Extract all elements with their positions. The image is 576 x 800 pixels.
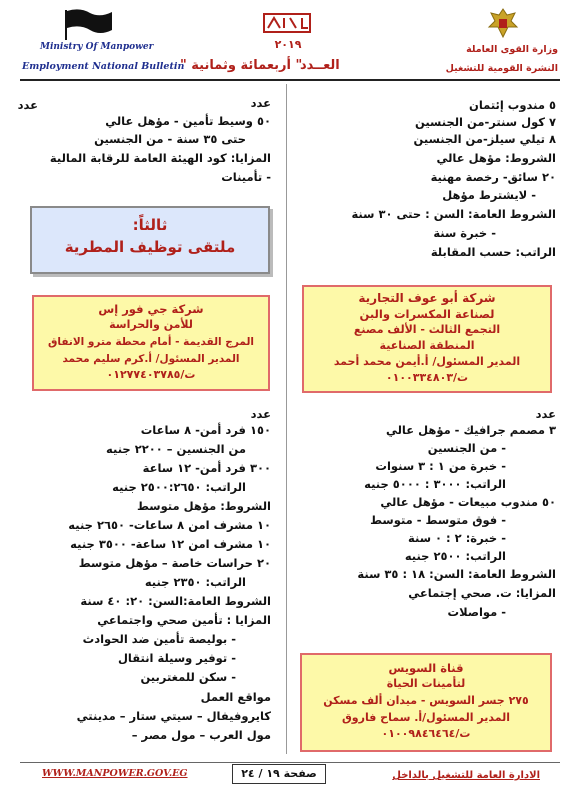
g4s-name: شركة جي فور إس <box>98 302 204 316</box>
section-title: ثالثاً: <box>132 216 168 234</box>
left-job2-line-15: مواقع العمل <box>200 690 271 704</box>
right-experience: - خبرة سنة <box>433 226 496 240</box>
left-job2-line-3: ٣٠٠ فرد أمن- ١٢ ساعة <box>142 461 271 475</box>
g4s-address: المرج القديمة - أمام محطة مترو الانفاق <box>48 336 254 348</box>
canal-manager: المدير المسئول/أ. سماح فاروق <box>341 711 511 724</box>
left-job2-line-4: الراتب: ٢٥٠٠:٢٦٥٠ جنيه <box>112 480 246 494</box>
right-count-header: عدد <box>17 98 38 112</box>
ministry-ar: وزارة القوى العاملة <box>466 44 558 55</box>
company-box-abou-auf <box>302 285 552 393</box>
g4s-phone: ت/٠١٢٧٧٤٠٣٧٨٥ <box>106 368 196 381</box>
right-job2-line-4: الراتب: ٣٠٠٠ : ٥٠٠٠ جنيه <box>364 477 506 491</box>
section-subtitle: ملتقى توظيف المطرية <box>64 238 236 256</box>
right-driver: ٢٠ سائق- رخصة مهنية <box>430 170 556 184</box>
left-job2-line-5: الشروط: مؤهل متوسط <box>136 499 271 513</box>
bulletin-ar: النشرة القومية للتشغيل <box>445 63 558 74</box>
left-job-2: حتى ٣٥ سنة - من الجنسين <box>94 132 246 146</box>
company-address-1: التجمع الثالث - الألف مصنع <box>353 323 501 336</box>
left-job2-line-17: مول العرب – مول مصر – <box>131 728 271 742</box>
bulletin-logo <box>262 10 312 36</box>
left-job2-line-8: ٢٠ حراسات خاصة – مؤهل متوسط <box>78 556 271 570</box>
issue-value: " أربعمائة وثمانية " <box>180 58 303 73</box>
right-salary: الراتب: حسب المقابلة <box>430 245 556 259</box>
right-general: الشروط العامة: السن : حتى ٣٠ سنة <box>351 207 556 221</box>
company-name: شركة أبو عوف التجارية <box>358 291 496 305</box>
company-address-2: المنطقة الصناعية <box>379 339 475 352</box>
right-job2-line-1: ٣ مصمم جرافيك - مؤهل عالي <box>385 423 556 437</box>
right-count-header-2: عدد <box>535 407 556 421</box>
right-conditions: الشروط: مؤهل عالي <box>436 151 556 165</box>
right-job2-line-3: - خبرة من ١ : ٣ سنوات <box>375 459 506 473</box>
company-box-g4s <box>32 295 270 391</box>
page-number: صفحة ١٩ / ٢٤ <box>232 764 326 784</box>
left-count-header-2: عدد <box>250 407 271 421</box>
left-benefits: المزايا: كود الهيئة العامة للرقابة المالية <box>49 151 271 165</box>
right-job2-line-9: الشروط العامة: السن: ١٨ : ٣٥ سنة <box>357 567 556 581</box>
left-job2-line-11: المزايا : تأمين صحي واجتماعي <box>97 613 271 627</box>
eagle-logo <box>486 6 520 40</box>
g4s-manager: المدير المسئول/ أ.كرم سليم محمد <box>62 353 240 365</box>
company-box-suez-canal <box>300 653 552 752</box>
left-job2-line-10: الشروط العامة:السن: ٢٠: ٤٠ سنة <box>80 594 271 608</box>
left-job2-line-12: - بوليصة تأمين ضد الحوادث <box>82 632 236 646</box>
canal-phone: ت/٠١٠٠٩٨٤٦٤٦٤ <box>381 727 471 740</box>
left-job2-line-16: كايروفيفال – سيتي ستار – مدينتي <box>76 709 271 723</box>
left-job2-line-13: - توفير وسيلة انتقال <box>117 651 236 665</box>
ministry-en: Ministry Of Manpower <box>40 42 154 52</box>
left-insurance: - تأمينات <box>221 170 271 184</box>
right-job2-line-11: - مواصلات <box>447 605 506 619</box>
footer-dept: الادارة العامة للتشغيل بالداخل <box>392 770 540 781</box>
right-job2-line-2: - من الجنسين <box>427 441 506 455</box>
bulletin-en: Employment National Bulletin <box>22 61 185 72</box>
left-job2-line-9: الراتب: ٢٣٥٠ جنيه <box>144 575 246 589</box>
left-job2-line-14: - سكن للمغتربين <box>140 670 236 684</box>
left-job-1: ٥٠ وسيط تأمين - مؤهل عالي <box>105 114 271 128</box>
left-count-header: عدد <box>250 96 271 110</box>
right-job2-line-10: المزايا: ت. صحي إجتماعي <box>408 586 556 600</box>
right-driver-note: - لايشترط مؤهل <box>442 188 536 202</box>
right-job-3: ٨ تيلي سيلز-من الجنسين <box>413 132 556 146</box>
left-job2-line-7: ١٠ مشرف امن ١٢ ساعة- ٣٥٠٠ جنيه <box>70 537 271 551</box>
canal-activity: لتأمينات الحياة <box>386 677 466 690</box>
company-activity: لصناعة المكسرات والبن <box>359 307 495 321</box>
left-job2-line-1: ١٥٠ فرد أمن- ٨ ساعات <box>140 423 271 437</box>
right-job2-line-7: - خبرة: ٢ : ٠ سنة <box>408 531 506 545</box>
right-job-1: ٥ مندوب إئتمان <box>469 98 556 112</box>
column-divider <box>286 84 287 754</box>
section-box-matariya <box>30 206 270 274</box>
header-rule <box>20 79 560 81</box>
website-link[interactable]: WWW.MANPOWER.GOV.EG <box>42 768 188 779</box>
issue-label: العــدد <box>300 58 340 73</box>
flag-logo <box>62 8 114 40</box>
company-manager: المدير المسئول/ أ.أيمن محمد أحمد <box>333 355 521 368</box>
right-job-2: ٧ كول سنتر-من الجنسين <box>415 115 556 129</box>
footer-rule <box>20 762 560 763</box>
canal-address: ٢٧٥ جسر السويس - ميدان ألف مسكن <box>323 694 529 707</box>
year: ٢٠١٩ <box>274 38 302 51</box>
company-phone: ت/٠١٠٠٣٣٤٨٠٣ <box>385 371 469 384</box>
right-job2-line-6: - فوق متوسط - متوسط <box>370 513 506 527</box>
right-job2-line-5: ٥٠ مندوب مبيعات - مؤهل عالي <box>380 495 556 509</box>
left-job2-line-6: ١٠ مشرف امن ٨ ساعات- ٢٦٥٠ جنيه <box>68 518 271 532</box>
g4s-activity: للأمن والحراسة <box>109 318 193 331</box>
right-job2-line-8: الراتب: ٢٥٠٠ جنيه <box>404 549 506 563</box>
left-job2-line-2: من الجنسين – ٢٢٠٠ جنيه <box>106 442 246 456</box>
canal-name: قناة السويس <box>388 661 464 675</box>
